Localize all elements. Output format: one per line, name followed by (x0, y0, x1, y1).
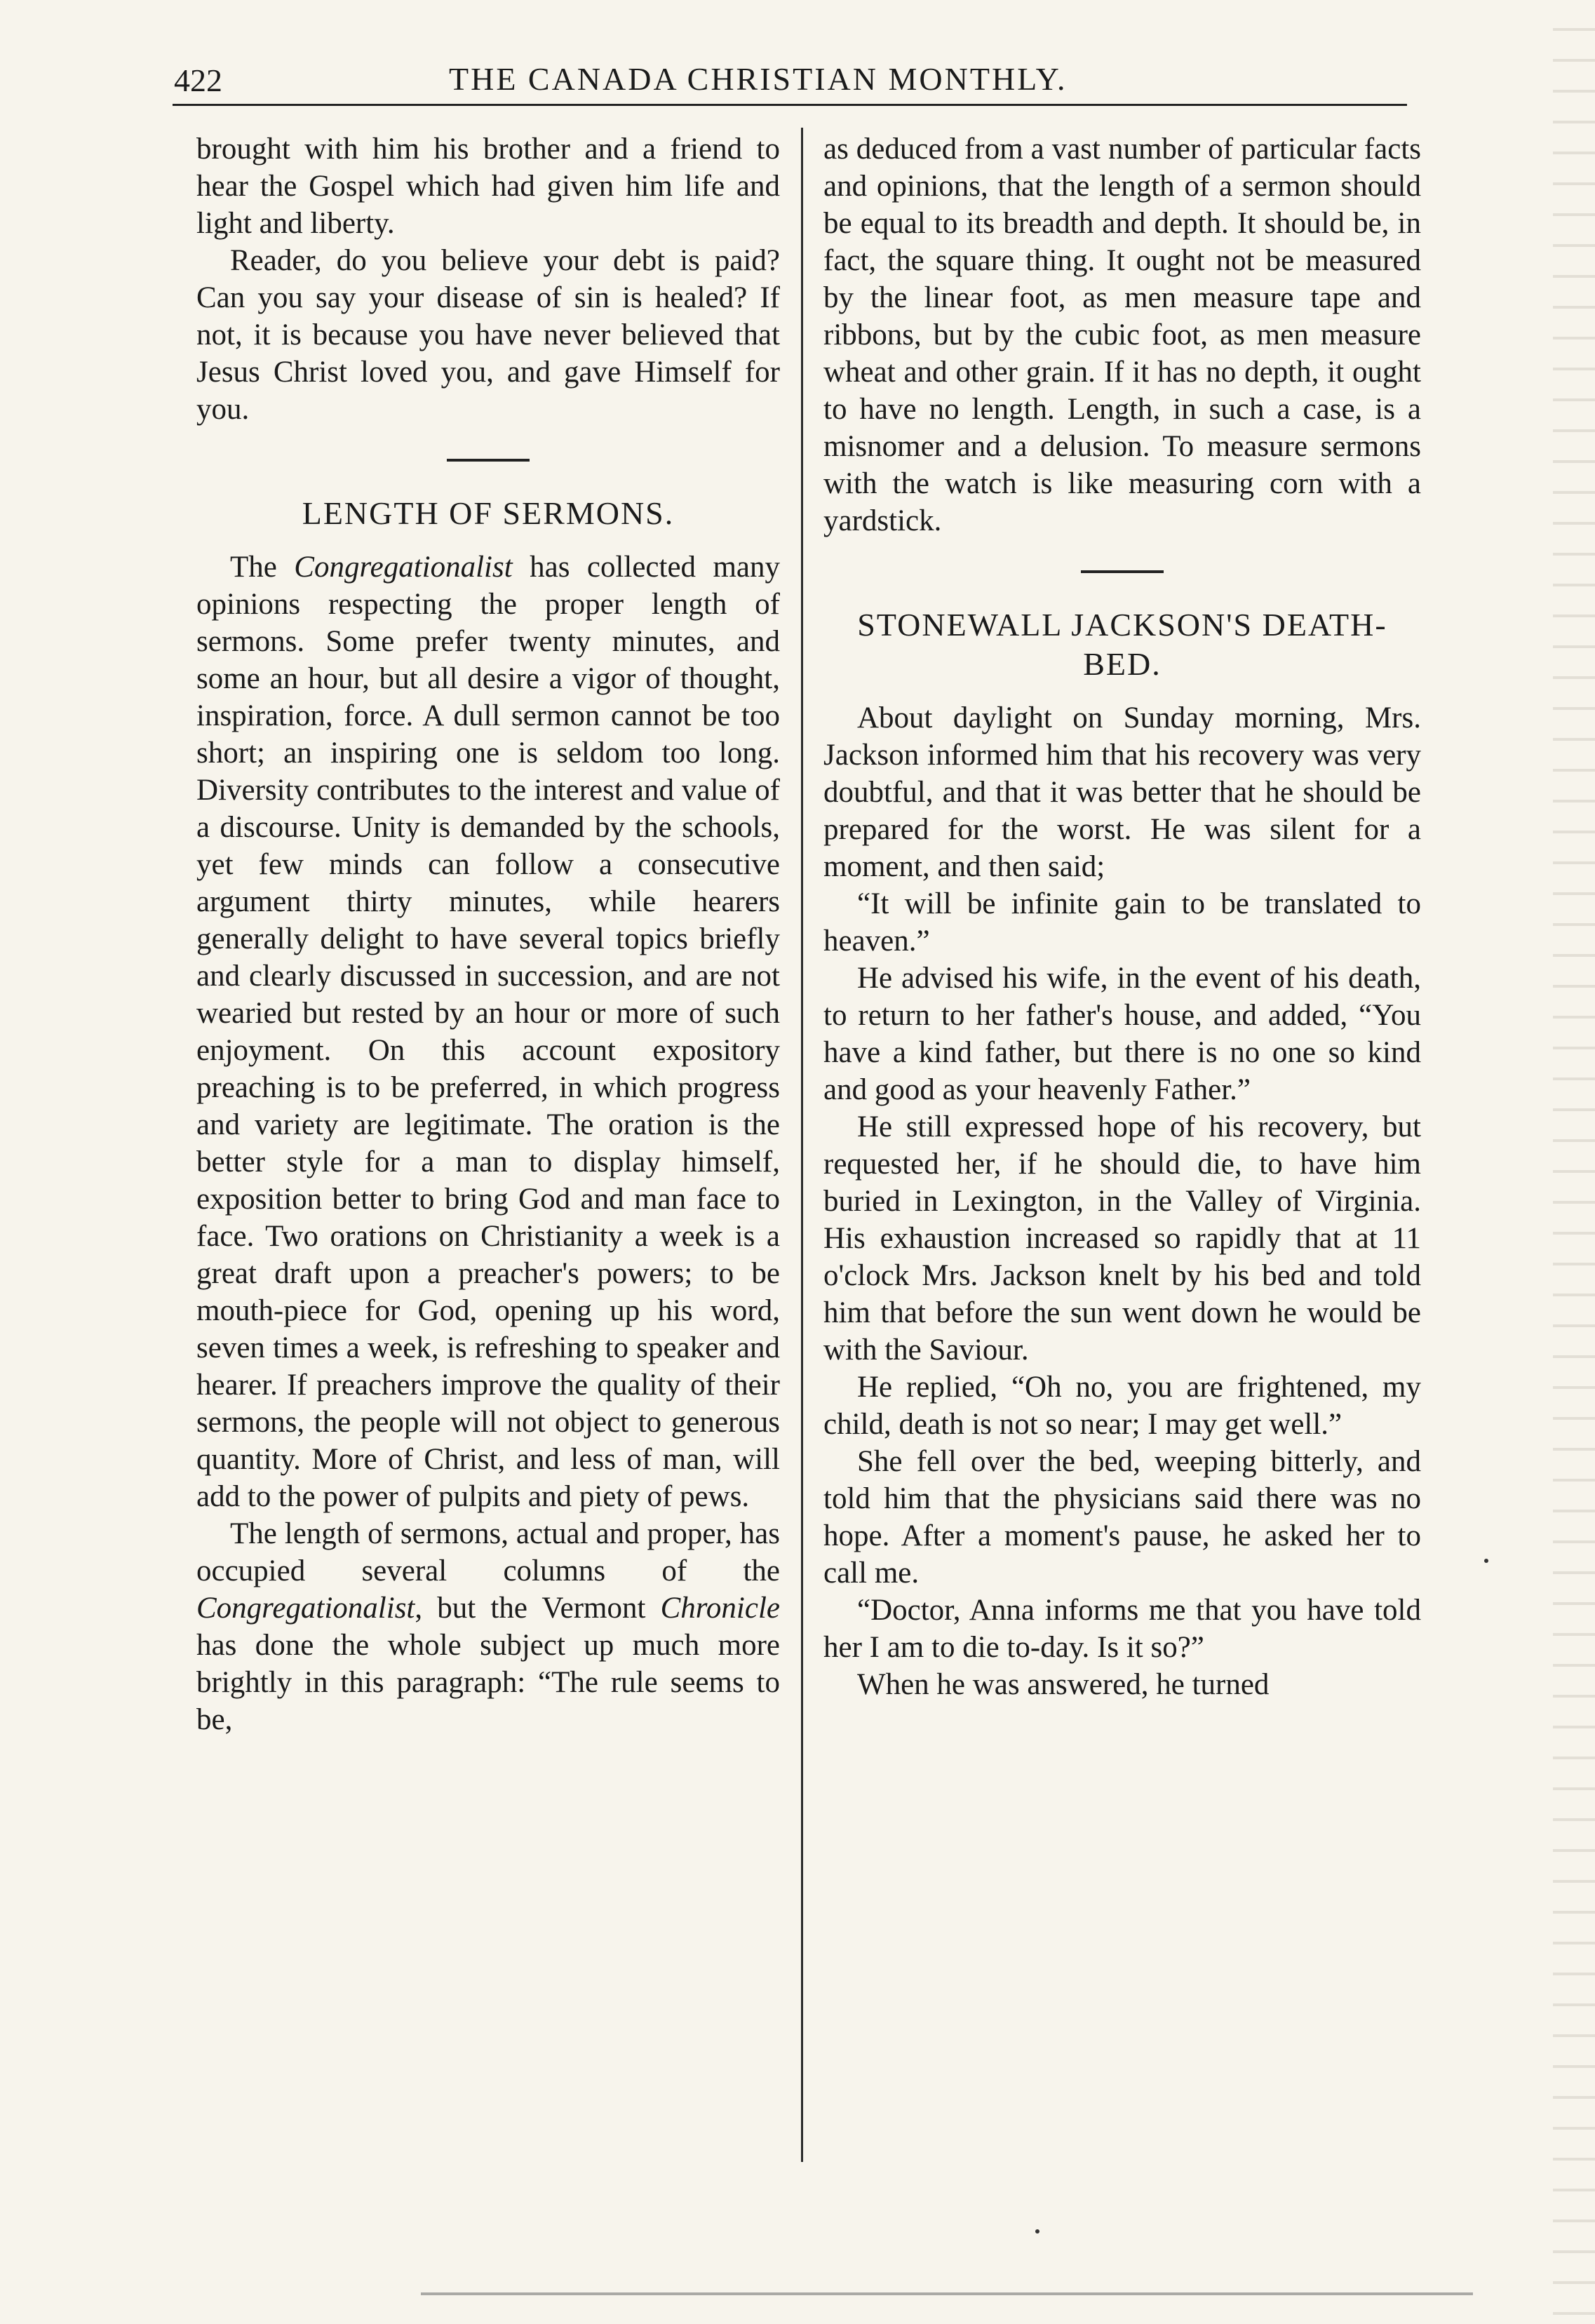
jackson-paragraph: When he was answered, he turned (857, 1668, 1270, 1701)
text-start: The length of sermons, actual and proper, has occupied several columns of the (196, 1517, 780, 1587)
running-head: THE CANADA CHRISTIAN MONTHLY. (449, 61, 1068, 97)
sermons-paragraph-2 (196, 1515, 780, 1738)
section-separator (1081, 570, 1164, 573)
section-heading-jackson: STONEWALL JACKSON'S DEATH-BED. (857, 607, 1387, 682)
header-rule (173, 104, 1407, 106)
jackson-paragraph: He advised his wife, in the event of his death, to return to her father's house, and added, “You have a kind father, but there is no one so kind and good as your heavenly Father.” (823, 962, 1421, 1106)
jackson-paragraph: “Doctor, Anna informs me that you have told her I am to die to-day. Is it so?” (823, 1594, 1421, 1664)
jackson-paragraph: About daylight on Sunday morning, Mrs. Jackson informed him that his recovery was very doubtful, and that it was better that he should be prepared for the worst. He was silent for a moment, and then said; (823, 701, 1421, 883)
jackson-paragraph: She fell over the bed, weeping bitterly, and told him that the physicians said there was no hope. After a moment's pause, he asked her to call me. (823, 1445, 1421, 1590)
section-heading-length-of-sermons: LENGTH OF SERMONS. (302, 495, 675, 531)
publication-title: Congregationalist (294, 551, 513, 584)
left-column (196, 130, 780, 1738)
text-mid: , but the Vermont (415, 1592, 646, 1625)
jackson-paragraph: He replied, “Oh no, you are frightened, my child, death is not so near; I may get well.” (823, 1371, 1421, 1441)
column-divider (801, 128, 803, 2162)
text-the: The (230, 551, 277, 584)
page-number: 422 (174, 62, 222, 98)
section-separator (447, 459, 530, 462)
publication-title-chronicle: Chronicle (660, 1592, 780, 1625)
scan-bottom-artifact (421, 2292, 1473, 2295)
sermons-text: has collected many opinions respecting the proper length of sermons. Some prefer twenty minutes, and some an hour, but all desire a vigor of thought, inspiration, force. A dull sermon cannot be too short; an inspiring one is seldom too long. Diversity contributes to the interest and value of a discourse. Unity is demanded by the schools, yet few minds can follow a consecutive argument thirty minutes, while hearers generally delight to have several topics briefly and clearly discussed in succession, and are not wearied but rested by an hour or more of such enjoyment. On this account expository preaching is to be preferred, in which progress and variety are legitimate. The oration is the better style for a man to display himself, exposition better to bring God and man face to face. Two orations on Christianity a week is a great draft upon a preacher's powers; to be mouth-piece for God, opening up his word, seven times a week, is refreshing to speaker and hearer. If preachers improve the quality of their sermons, the people will not object to generous quantity. More of Christ, and less of man, will add to the power of pulpits and piety of pews. (196, 551, 781, 1513)
text-end: has done the whole subject up much more brightly in this paragraph: “The rule seems to be, (196, 1629, 780, 1736)
ink-speck (1035, 2229, 1039, 2234)
reader-paragraph: Reader, do you believe your debt is paid? Can you say your disease of sin is healed? If not, it is because you have never believed that Jesus Christ loved you, and gave Himself for you. (196, 244, 780, 426)
carryover-paragraph: as deduced from a vast number of particular facts and opinions, that the length of a sermon should be equal to its breadth and depth. It should be, in fact, the square thing. It ought not be measured by the linear foot, as men measure tape and ribbons, but by the cubic foot, as men measure wheat and other grain. If it has no depth, it ought to have no length. Length, in such a case, is a misnomer and a delusion. To measure sermons with the watch is like measuring corn with a yardstick. (823, 133, 1421, 537)
ink-speck (1484, 1559, 1488, 1563)
sermons-paragraph-1 (196, 549, 780, 1515)
publication-title: Congregationalist (196, 1592, 415, 1625)
scan-edge-artifact (1553, 0, 1595, 2324)
carryover-paragraph: brought with him his brother and a friend to hear the Gospel which had given him life and light and liberty. (196, 133, 780, 240)
jackson-paragraph: “It will be infinite gain to be translated to heaven.” (823, 887, 1421, 958)
jackson-paragraph: He still expressed hope of his recovery, but requested her, if he should die, to have him buried in Lexington, in the Valley of Virginia. His exhaustion increased so rapidly that at 11 o'clock Mrs. Jackson knelt by his bed and told him that before the sun went down he would be with the Saviour. (823, 1110, 1421, 1366)
right-column (823, 130, 1421, 1703)
